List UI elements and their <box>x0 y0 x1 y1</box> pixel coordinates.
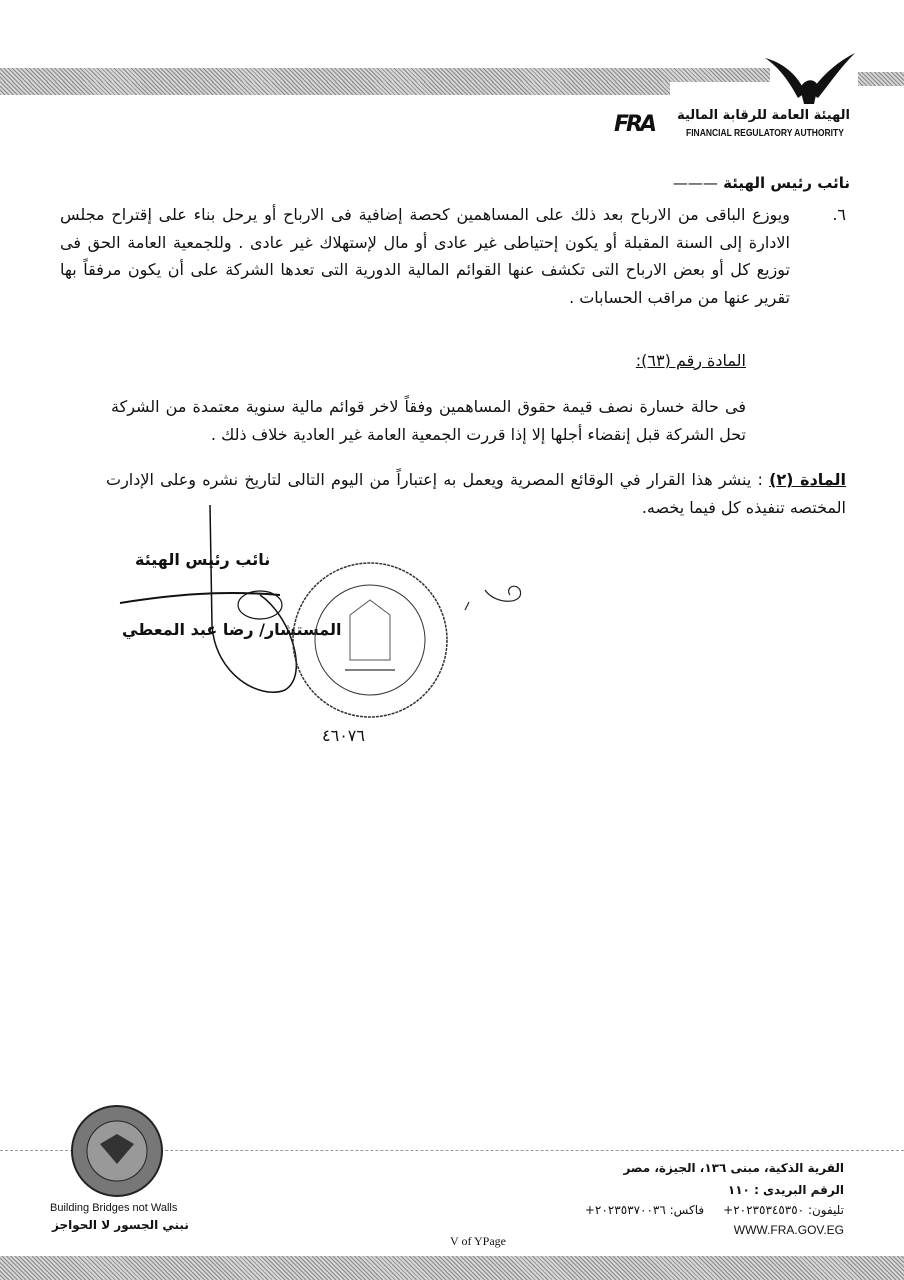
article-63-heading: المادة رقم (٦٣): <box>635 351 746 370</box>
article-2-label: المادة (٢) <box>769 470 846 489</box>
reference-number: ٤٦٠٧٦ <box>322 726 365 745</box>
handwritten-signature-icon <box>110 505 310 705</box>
eagle-logo-icon <box>760 48 860 108</box>
official-stamp-icon <box>290 560 450 720</box>
footer-seal-icon <box>70 1104 164 1198</box>
footer-postal: الرقم البريدى : ١١٠ <box>727 1183 844 1197</box>
signatory-name: المستشار/ رضا عبد المعطي <box>122 620 342 639</box>
page-number: V of YPage <box>450 1234 506 1248</box>
footer-band <box>0 1256 904 1280</box>
logo-arabic: الهيئة العامة للرقابة المالية <box>677 108 850 123</box>
slogan-english: Building Bridges not Walls <box>50 1202 178 1214</box>
header-band-right <box>858 72 904 86</box>
section-title <box>673 174 850 192</box>
logo-english: FINANCIAL REGULATORY AUTHORITY <box>686 128 844 139</box>
initials-signature-icon <box>455 580 535 620</box>
footer-address: القرية الذكية، مبنى ١٣٦، الجيزة، مصر <box>623 1161 844 1175</box>
clause-6-number: ٦. <box>832 205 846 224</box>
clause-6-text: ويوزع الباقى من الارباح بعد ذلك على المساهمين كحصة إضافية فى الارباح أو يرحل بناء على إقتراح مجلس الادارة إلى السنة المقبلة أو يكون إحتياطى غير عادى أو مال لإستهلاك غير عادى . وللجمعية العامة الحق فى توزيع كل أو بعض الارباح التى تكشف عنها القوائم المالية الدورية التى تعدها الشركة على أن يكون مرفقاً بها تقرير عنها من مراقب الحسابات . <box>60 205 790 307</box>
article-63-text: فى حالة خسارة نصف قيمة حقوق المساهمين وفقاً لاخر قوائم مالية سنوية معتمدة من الشركة تحل الشركة قبل إنقضاء أجلها إلا إذا قررت الجمعية العامة غير العادية خلاف ذلك . <box>111 397 746 444</box>
section-title-rule: ——— <box>672 174 718 192</box>
signatory-title: نائب رئيس الهيئة <box>135 550 271 569</box>
footer-phone: تليفون: ٢٠٢٣٥٣٤٥٣٥٠+ فاكس: ٢٠٢٣٥٣٧٠٠٣٦+ <box>584 1203 844 1217</box>
article-2-text: : ينشر هذا القرار في الوقائع المصرية ويعمل به إعتباراً من اليوم التالى لتاريخ نشره وعلى الإدارت المختصه تنفيذه كل فيما يخصه. <box>106 470 846 517</box>
header-band <box>0 68 770 82</box>
slogan-arabic: نبني الجسور لا الحواجز <box>52 1218 189 1232</box>
header-band-lower <box>0 82 670 95</box>
logo-fra-mark: FRA <box>614 112 654 137</box>
section-title-text: نائب رئيس الهيئة <box>723 174 850 192</box>
footer-website[interactable]: WWW.FRA.GOV.EG <box>733 1223 844 1237</box>
clause-6 <box>56 201 846 311</box>
